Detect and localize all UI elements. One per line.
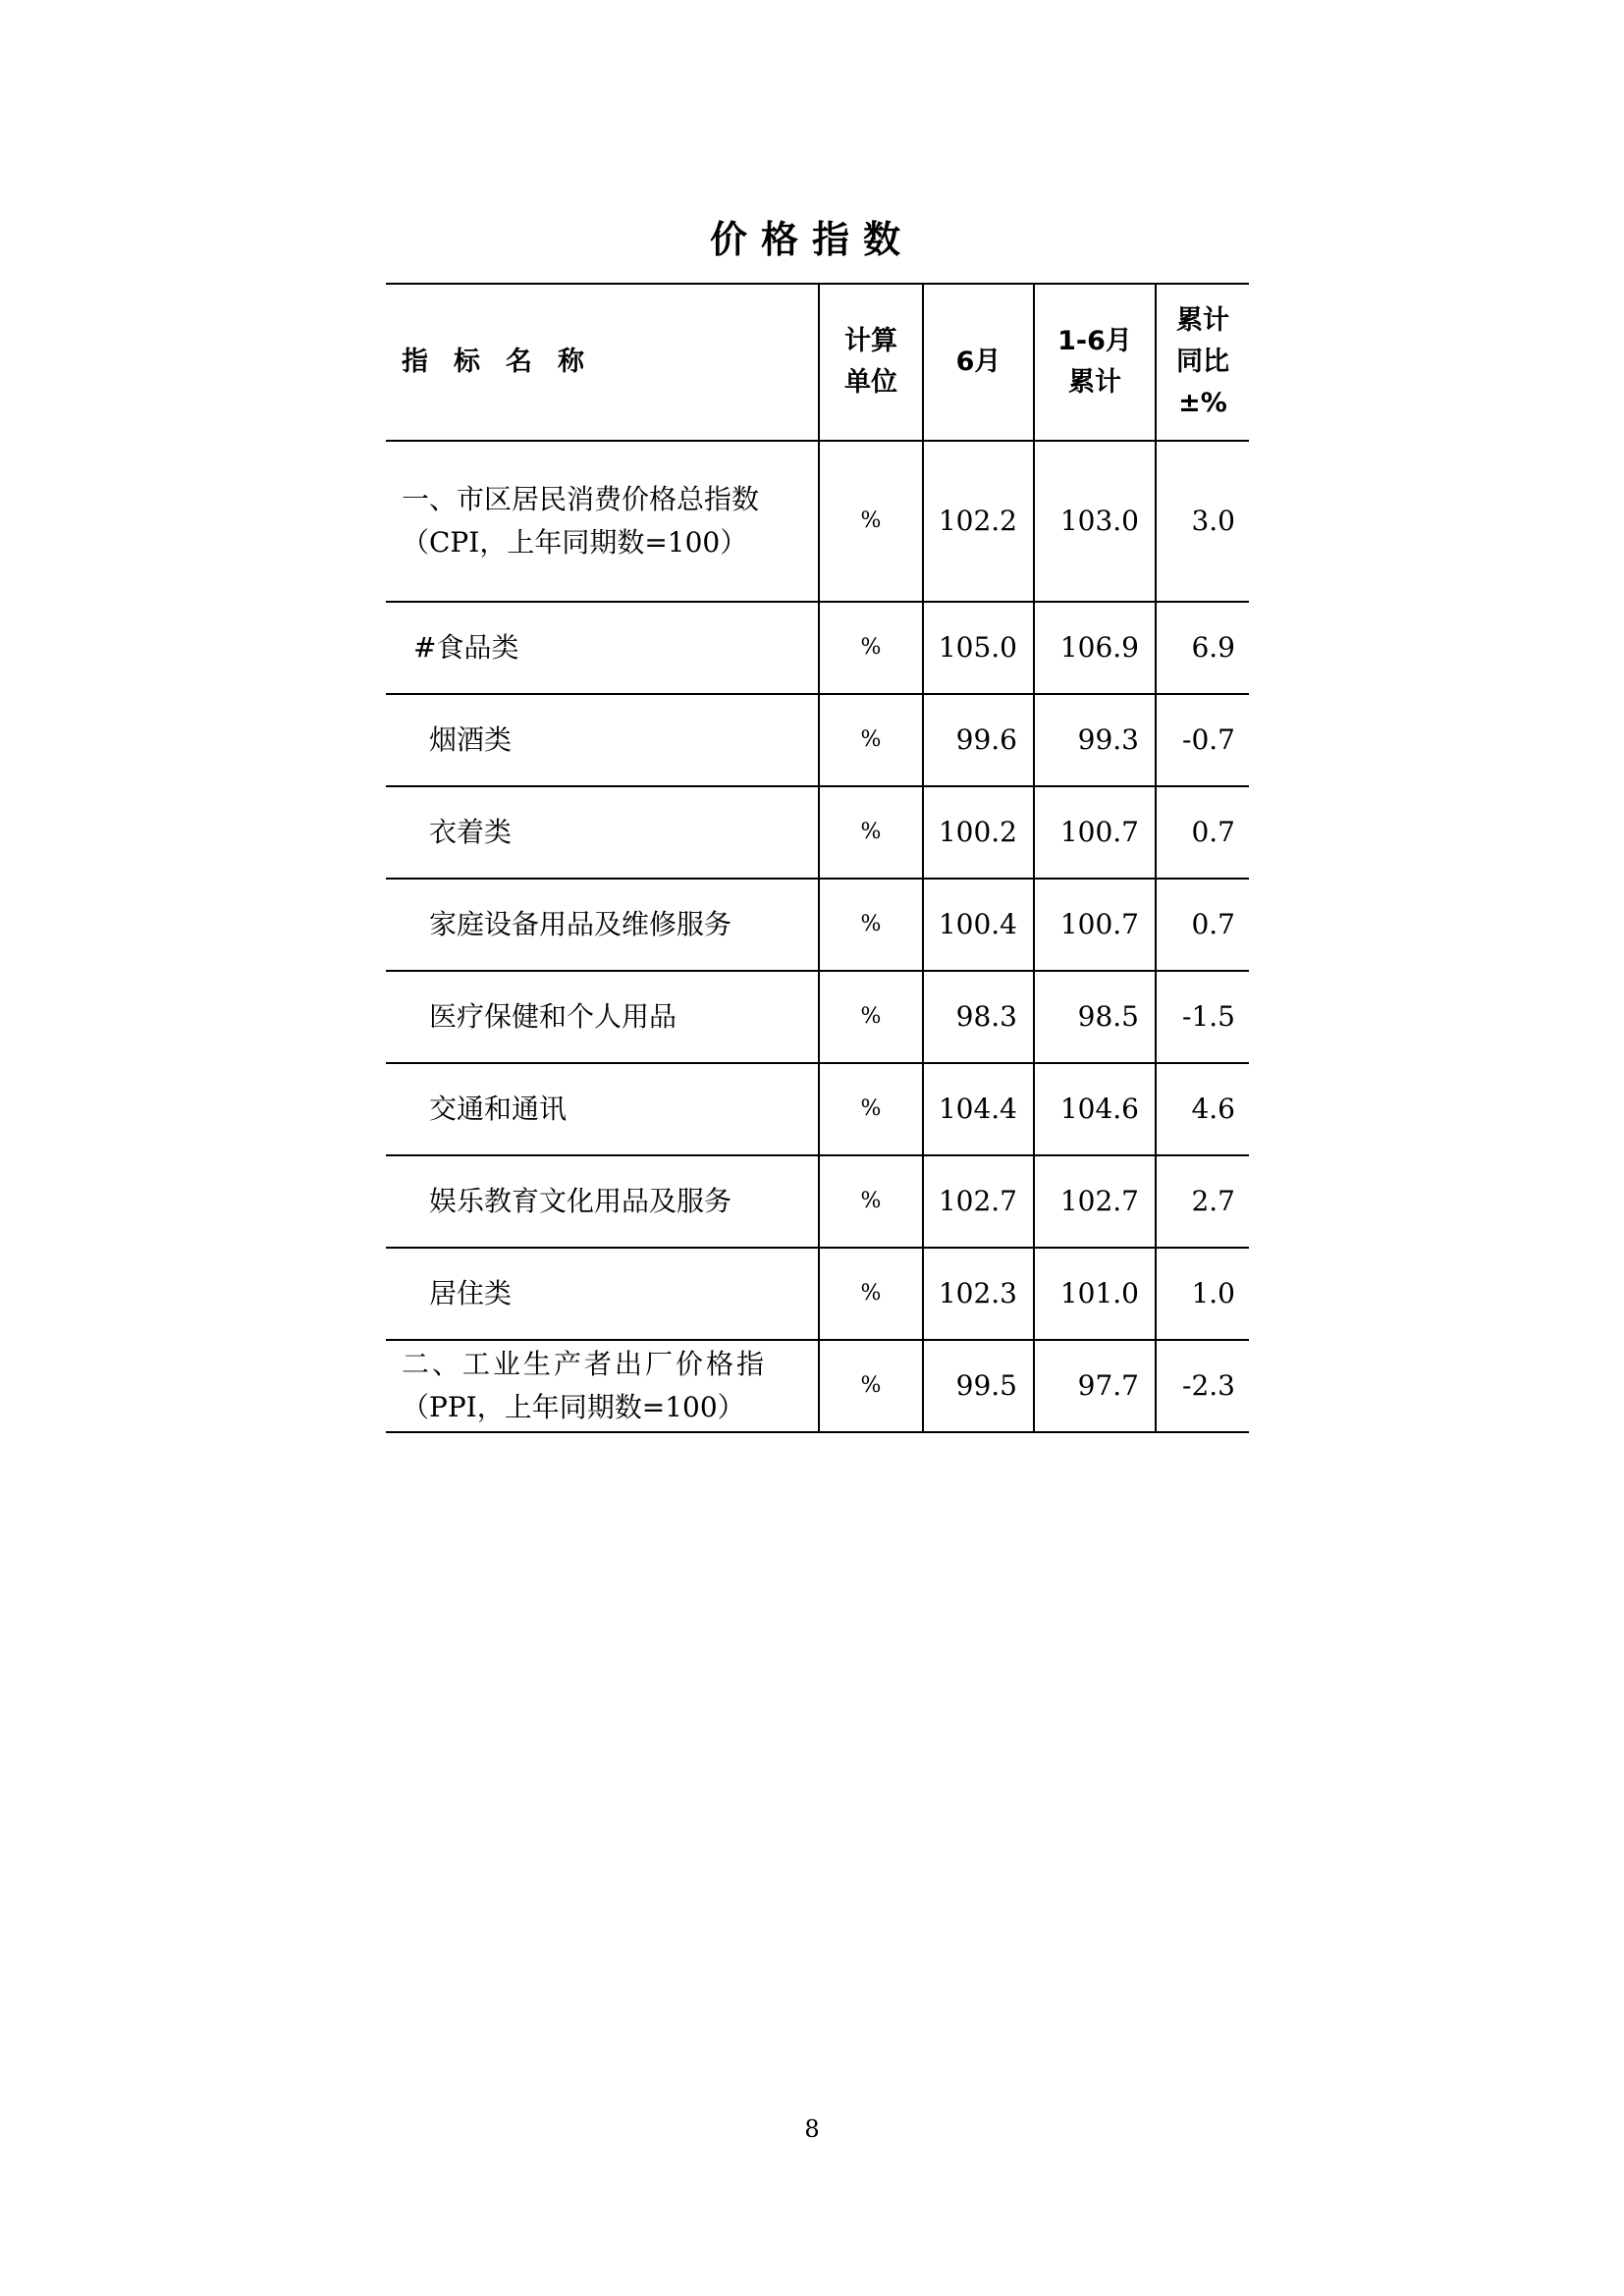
row-june: 102.3 [923, 1248, 1034, 1340]
row-june: 99.6 [923, 694, 1034, 786]
row-ytd: 100.7 [1034, 879, 1156, 971]
row-name-line1: 一、市区居民消费价格总指数 [402, 483, 760, 515]
row-name: 衣着类 [386, 786, 819, 879]
row-june: 98.3 [923, 971, 1034, 1063]
row-june: 102.2 [923, 441, 1034, 602]
page-number: 8 [804, 2115, 820, 2143]
row-name: 家庭设备用品及维修服务 [386, 879, 819, 971]
header-yoy [1156, 284, 1249, 441]
row-unit: % [819, 441, 923, 602]
row-yoy: 0.7 [1156, 879, 1249, 971]
header-yoy-line1: 累计 [1176, 305, 1229, 336]
row-unit: % [819, 1155, 923, 1248]
row-ytd: 99.3 [1034, 694, 1156, 786]
header-unit [819, 284, 923, 441]
row-ytd: 106.9 [1034, 602, 1156, 694]
row-yoy: 3.0 [1156, 441, 1249, 602]
row-name: 医疗保健和个人用品 [386, 971, 819, 1063]
row-name: 娱乐教育文化用品及服务 [386, 1155, 819, 1248]
row-ytd: 101.0 [1034, 1248, 1156, 1340]
header-unit-line2: 单位 [844, 367, 897, 398]
row-june: 99.5 [923, 1340, 1034, 1432]
row-june: 100.4 [923, 879, 1034, 971]
row-ytd: 103.0 [1034, 441, 1156, 602]
row-name-line2: （CPI，上年同期数=100） [402, 526, 748, 559]
row-ytd: 97.7 [1034, 1340, 1156, 1432]
row-ytd: 100.7 [1034, 786, 1156, 879]
table-row [386, 441, 1249, 602]
table-row [386, 879, 1249, 971]
row-yoy: -0.7 [1156, 694, 1249, 786]
row-yoy: 2.7 [1156, 1155, 1249, 1248]
table-row [386, 1248, 1249, 1340]
table-row [386, 602, 1249, 694]
row-name-line2: （PPI，上年同期数=100） [402, 1391, 745, 1423]
row-yoy: 4.6 [1156, 1063, 1249, 1155]
row-yoy: 1.0 [1156, 1248, 1249, 1340]
row-unit: % [819, 1340, 923, 1432]
row-unit: % [819, 1063, 923, 1155]
table-row [386, 971, 1249, 1063]
row-june: 105.0 [923, 602, 1034, 694]
row-unit: % [819, 602, 923, 694]
header-ytd-line1: 1-6月 [1057, 326, 1132, 356]
row-unit: % [819, 879, 923, 971]
row-june: 104.4 [923, 1063, 1034, 1155]
row-unit: % [819, 694, 923, 786]
table-row [386, 1063, 1249, 1155]
row-yoy: -1.5 [1156, 971, 1249, 1063]
header-unit-line1: 计算 [844, 326, 897, 356]
header-yoy-line3: ±% [1178, 388, 1227, 418]
table-row [386, 1340, 1249, 1432]
header-ytd [1034, 284, 1156, 441]
price-index-table [386, 283, 1249, 1433]
row-ytd: 98.5 [1034, 971, 1156, 1063]
row-june: 100.2 [923, 786, 1034, 879]
header-indicator-name: 指标名称 [386, 284, 819, 441]
table-row [386, 694, 1249, 786]
row-name-line1: 二、工业生产者出厂价格指 [402, 1348, 768, 1380]
row-unit: % [819, 1248, 923, 1340]
table-row [386, 1155, 1249, 1248]
row-yoy: -2.3 [1156, 1340, 1249, 1432]
row-unit: % [819, 971, 923, 1063]
row-name: 交通和通讯 [386, 1063, 819, 1155]
row-june: 102.7 [923, 1155, 1034, 1248]
header-june: 6月 [923, 284, 1034, 441]
header-yoy-line2: 同比 [1176, 347, 1229, 377]
table-header-row [386, 284, 1249, 441]
row-unit: % [819, 786, 923, 879]
row-name [386, 1340, 819, 1432]
row-ytd: 102.7 [1034, 1155, 1156, 1248]
row-name: 烟酒类 [386, 694, 819, 786]
row-yoy: 0.7 [1156, 786, 1249, 879]
page-title: 价格指数 [709, 218, 914, 261]
row-name: #食品类 [386, 602, 819, 694]
row-name: 居住类 [386, 1248, 819, 1340]
row-name [386, 441, 819, 602]
header-ytd-line2: 累计 [1068, 367, 1121, 398]
table-row [386, 786, 1249, 879]
row-ytd: 104.6 [1034, 1063, 1156, 1155]
row-yoy: 6.9 [1156, 602, 1249, 694]
